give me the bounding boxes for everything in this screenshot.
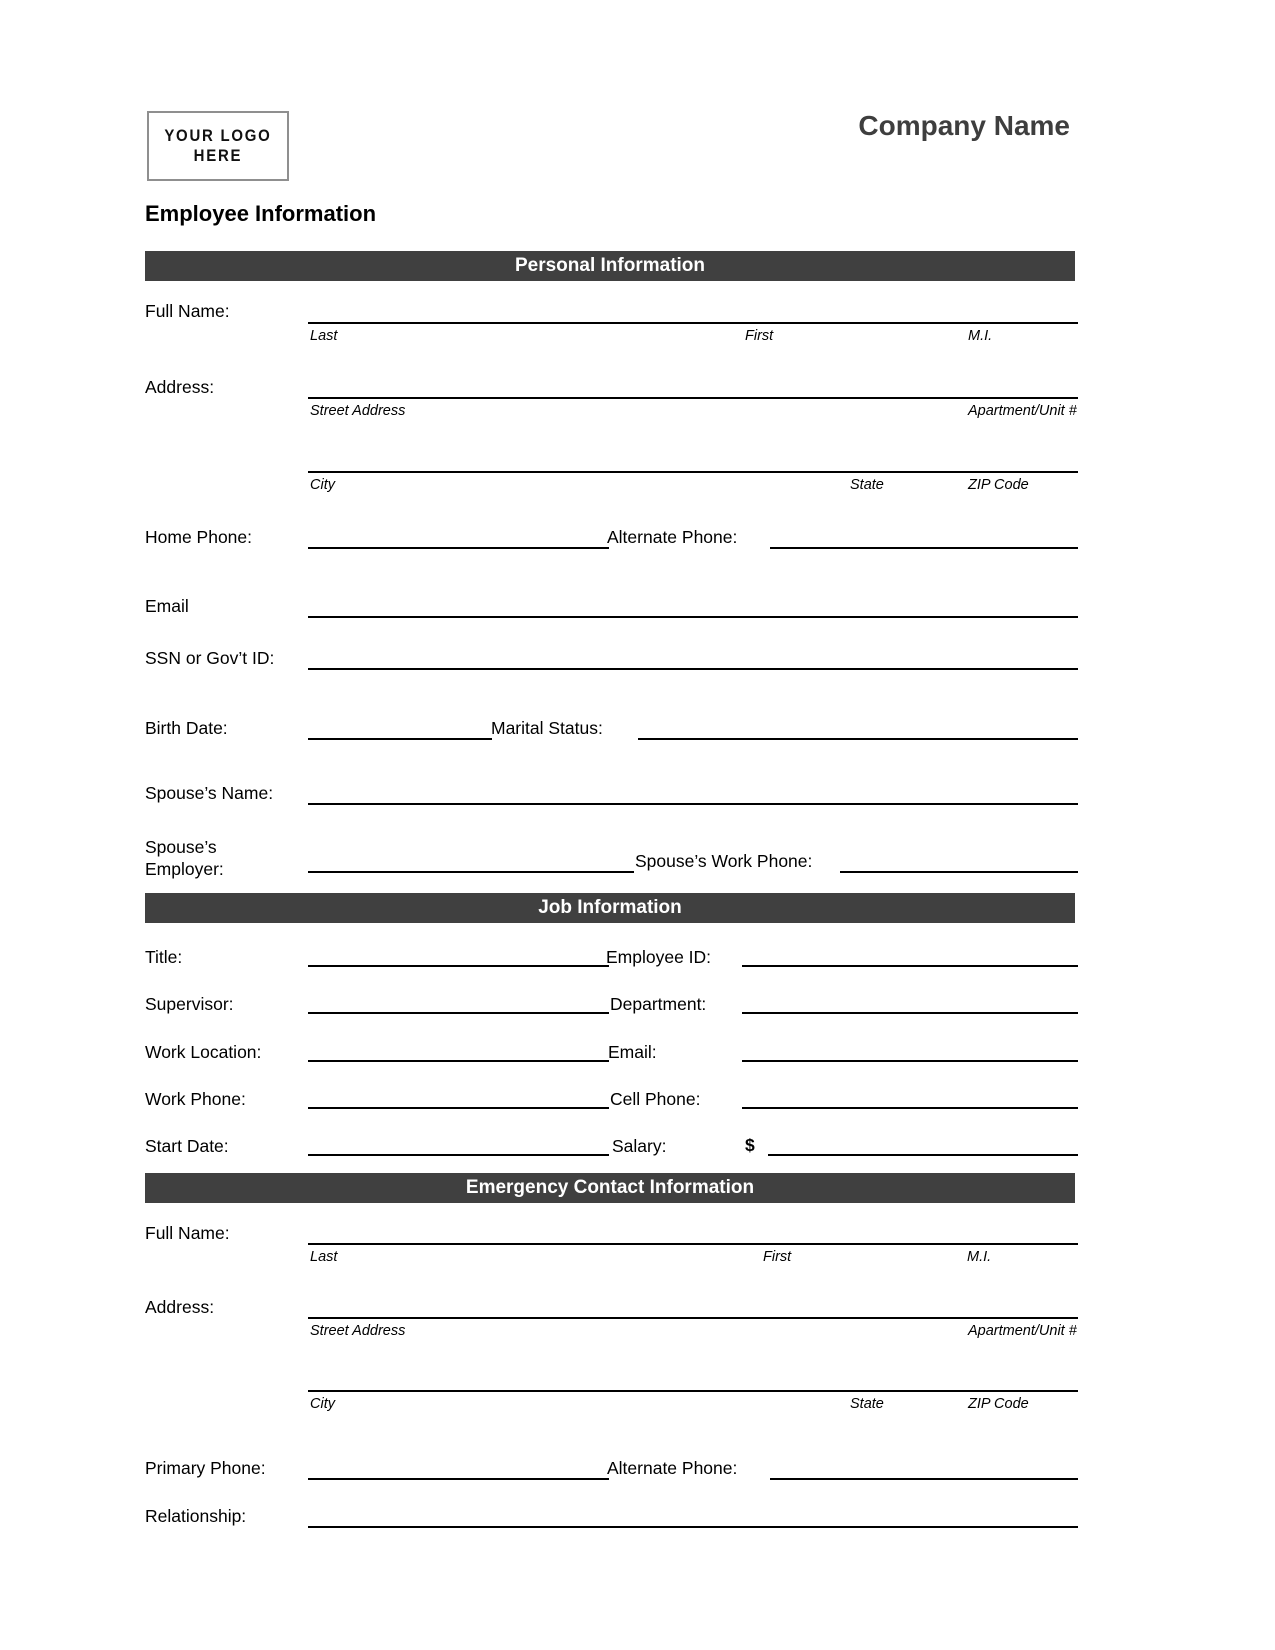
emergency-relationship-input[interactable] [308,1504,1078,1528]
job-email-label: Email: [608,1042,657,1062]
personal-spouse-work-phone-input[interactable] [840,849,1078,873]
personal-home-phone-input[interactable] [308,525,609,549]
job-supervisor-input[interactable] [308,990,609,1014]
personal-apartment-hint: Apartment/Unit # [968,403,1077,419]
emergency-zip-hint: ZIP Code [968,1396,1029,1412]
emergency-alternate-phone-input[interactable] [770,1456,1078,1480]
personal-alternate-phone-label: Alternate Phone: [607,527,738,547]
personal-birth-date-input[interactable] [308,716,492,740]
job-start-date-label: Start Date: [145,1136,229,1156]
personal-marital-status-input[interactable] [638,716,1078,740]
job-employee-id-label: Employee ID: [606,947,712,967]
personal-ssn-input[interactable] [308,646,1078,670]
emergency-primary-phone-input[interactable] [308,1456,609,1480]
job-work-phone-input[interactable] [308,1085,609,1109]
personal-home-phone-label: Home Phone: [145,527,253,547]
emergency-name-mi-hint: M.I. [967,1249,992,1265]
personal-address-label: Address: [145,377,215,397]
personal-name-mi-hint: M.I. [968,328,993,344]
salary-currency-symbol: $ [745,1135,755,1155]
emergency-name-first-hint: First [763,1249,792,1265]
emergency-primary-phone-label: Primary Phone: [145,1458,266,1478]
emergency-name-last-hint: Last [310,1249,338,1265]
emergency-alternate-phone-label: Alternate Phone: [607,1458,738,1478]
logo-text-line2: HERE [193,146,243,165]
job-work-phone-label: Work Phone: [145,1089,246,1109]
personal-ssn-label: SSN or Gov’t ID: [145,648,275,668]
job-work-location-label: Work Location: [145,1042,262,1062]
job-title-input[interactable] [308,943,609,967]
personal-marital-status-label: Marital Status: [491,718,603,738]
page-title: Employee Information [145,201,377,226]
emergency-apartment-hint: Apartment/Unit # [968,1323,1077,1339]
personal-spouse-employer-input[interactable] [308,849,634,873]
emergency-full-name-label: Full Name: [145,1223,230,1243]
personal-street-address-input[interactable] [308,375,1078,399]
emergency-address-label: Address: [145,1297,215,1317]
company-logo-placeholder [147,111,289,181]
job-email-input[interactable] [742,1038,1078,1062]
emergency-city-state-zip-input[interactable] [308,1368,1078,1392]
logo-text [164,126,271,166]
job-supervisor-label: Supervisor: [145,994,234,1014]
job-information-section-header: Job Information [145,893,1075,923]
personal-email-label: Email [145,596,189,616]
emergency-relationship-label: Relationship: [145,1506,247,1526]
personal-information-section-header: Personal Information [145,251,1075,281]
personal-email-input[interactable] [308,594,1078,618]
job-salary-label: Salary: [612,1136,667,1156]
personal-spouse-name-label: Spouse’s Name: [145,783,274,803]
job-department-label: Department: [610,994,707,1014]
personal-city-hint: City [310,477,335,493]
emergency-street-address-input[interactable] [308,1295,1078,1319]
job-salary-input[interactable] [768,1132,1078,1156]
personal-birth-date-label: Birth Date: [145,718,228,738]
personal-spouse-work-phone-label: Spouse’s Work Phone: [635,851,813,871]
personal-alternate-phone-input[interactable] [770,525,1078,549]
job-start-date-input[interactable] [308,1132,609,1156]
logo-text-line1: YOUR LOGO [164,126,272,145]
emergency-state-hint: State [850,1396,884,1412]
personal-street-address-hint: Street Address [310,403,406,419]
personal-city-state-zip-input[interactable] [308,449,1078,473]
personal-name-first-hint: First [745,328,774,344]
personal-spouse-employer-label: Spouse’s Employer: [145,837,224,879]
job-employee-id-input[interactable] [742,943,1078,967]
job-cell-phone-input[interactable] [742,1085,1078,1109]
job-department-input[interactable] [742,990,1078,1014]
personal-full-name-input[interactable] [308,300,1078,324]
job-title-label: Title: [145,947,183,967]
emergency-contact-section-header: Emergency Contact Information [145,1173,1075,1203]
company-name: Company Name [858,110,1070,141]
emergency-full-name-input[interactable] [308,1221,1078,1245]
personal-name-last-hint: Last [310,328,338,344]
emergency-city-hint: City [310,1396,335,1412]
personal-state-hint: State [850,477,884,493]
personal-full-name-label: Full Name: [145,301,230,321]
job-cell-phone-label: Cell Phone: [610,1089,701,1109]
job-work-location-input[interactable] [308,1038,609,1062]
personal-spouse-name-input[interactable] [308,781,1078,805]
personal-zip-hint: ZIP Code [968,477,1029,493]
emergency-street-address-hint: Street Address [310,1323,406,1339]
